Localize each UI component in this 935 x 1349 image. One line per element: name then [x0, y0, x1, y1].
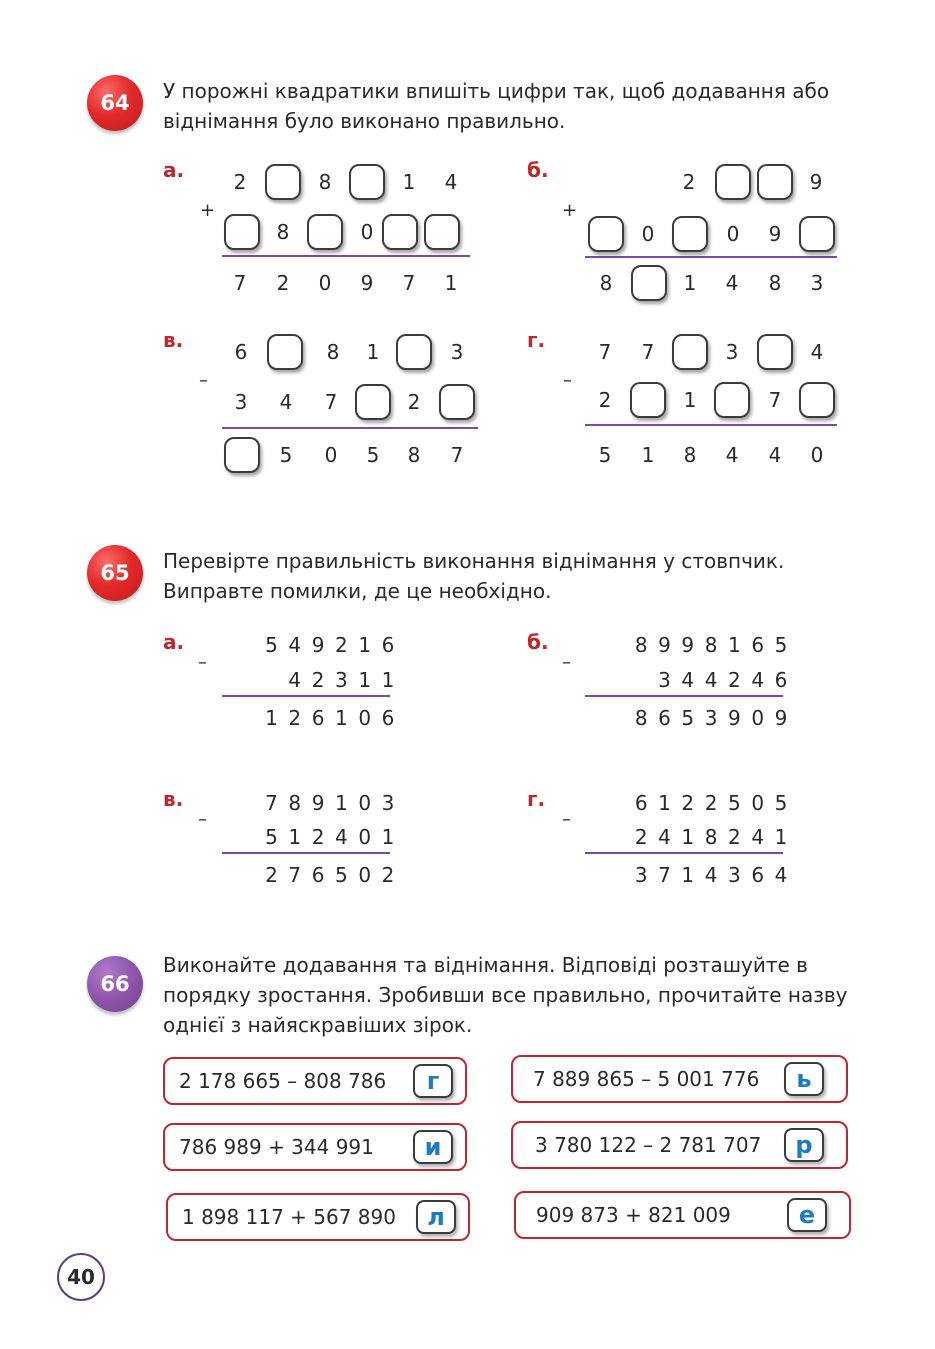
digit: 4 [658, 825, 671, 849]
digit: 6 [381, 706, 395, 730]
digit: 0 [810, 443, 824, 467]
problem-label: в. [163, 328, 184, 352]
digit: 3 [234, 390, 248, 414]
digit: 9 [311, 633, 325, 657]
digit: 8 [704, 825, 718, 849]
digit: 9 [809, 170, 823, 194]
digit: 0 [358, 706, 372, 730]
digit: 1 [681, 863, 695, 887]
digit: 1 [265, 706, 278, 730]
digit: 5 [335, 863, 348, 887]
digit: 8 [407, 443, 421, 467]
digit: 3 [658, 668, 671, 692]
digit: 4 [704, 668, 718, 692]
task-number-badge-65: 65 [87, 545, 143, 601]
digit: 4 [444, 170, 458, 194]
digit: 9 [658, 633, 671, 657]
digit: 5 [598, 443, 612, 467]
letter-key: и [413, 1130, 453, 1164]
digit-input-box[interactable] [588, 216, 624, 252]
digit: 2 [704, 791, 718, 815]
digit: 3 [381, 791, 395, 815]
task-65-line-2: Виправте помилки, де це необхідно. [163, 579, 552, 603]
expression-text: 909 873 + 821 009 [536, 1203, 731, 1227]
digit: 2 [634, 825, 648, 849]
expression-card [514, 1191, 851, 1239]
task-64-line-1: У порожні квадратики впишіть цифри так, щоб додавання або [163, 79, 830, 103]
digit: 1 [402, 170, 416, 194]
digit: 0 [751, 706, 765, 730]
digit: 8 [768, 271, 782, 295]
digit-input-box[interactable] [224, 437, 260, 473]
expression-card [163, 1123, 467, 1171]
task-number-badge-64: 64 [87, 75, 143, 131]
digit: 5 [279, 443, 293, 467]
task-65-line-1: Перевірте правильність виконання віднімання у стовпчик. [163, 549, 785, 573]
digit: 5 [728, 791, 741, 815]
digit: 3 [335, 668, 348, 692]
problem-label: г. [527, 787, 546, 811]
digit: 0 [726, 222, 740, 246]
digit: 7 [768, 388, 782, 412]
digit: 1 [774, 825, 788, 849]
digit-input-box[interactable] [307, 214, 343, 250]
digit: 2 [728, 668, 741, 692]
digit-input-box[interactable] [396, 334, 432, 370]
digit: 5 [774, 791, 788, 815]
digit: 7 [598, 340, 612, 364]
digit-input-box[interactable] [267, 334, 303, 370]
digit: 7 [265, 791, 278, 815]
digit: 1 [658, 791, 671, 815]
digit: 1 [358, 633, 372, 657]
digit: 8 [634, 706, 648, 730]
digit: 5 [265, 825, 278, 849]
result-line [585, 852, 783, 854]
result-line [222, 255, 470, 257]
digit: 6 [774, 668, 788, 692]
expression-text: 786 989 + 344 991 [179, 1135, 374, 1159]
letter-key: л [416, 1200, 456, 1234]
digit: 4 [725, 443, 739, 467]
digit: 1 [381, 825, 395, 849]
digit: 1 [366, 340, 380, 364]
task-65-instructions [163, 546, 784, 606]
digit: 5 [265, 633, 278, 657]
digit: 0 [641, 222, 655, 246]
digit: 1 [683, 388, 697, 412]
digit-input-box[interactable] [355, 384, 391, 420]
digit: 9 [768, 222, 782, 246]
digit: 2 [265, 863, 278, 887]
digit-input-box[interactable] [757, 164, 793, 200]
digit: 5 [366, 443, 380, 467]
digit: 1 [335, 706, 348, 730]
digit: 2 [311, 825, 325, 849]
digit-input-box[interactable] [631, 265, 667, 301]
problem-label: б. [527, 630, 549, 654]
digit: 0 [358, 825, 372, 849]
digit: 8 [683, 443, 697, 467]
digit: 0 [360, 220, 374, 244]
digit: 0 [751, 791, 765, 815]
digit: 9 [774, 706, 788, 730]
digit: 2 [381, 863, 395, 887]
digit: 4 [704, 863, 718, 887]
digit: 0 [358, 863, 372, 887]
digit-input-box[interactable] [757, 334, 793, 370]
digit: 2 [233, 170, 247, 194]
digit: 8 [704, 633, 718, 657]
operation-sign: – [562, 809, 571, 830]
expression-card [166, 1193, 470, 1241]
digit: 4 [774, 863, 788, 887]
digit: 8 [318, 170, 332, 194]
digit: 6 [751, 633, 765, 657]
digit: 8 [276, 220, 290, 244]
digit: 8 [599, 271, 613, 295]
digit: 4 [810, 340, 824, 364]
digit: 6 [311, 706, 325, 730]
digit: 3 [810, 271, 824, 295]
letter-key: г [413, 1064, 453, 1098]
result-line [222, 695, 390, 697]
digit: 8 [634, 633, 648, 657]
problem-label: в. [163, 787, 184, 811]
task-66-line-3: однієї з найяскравіших зірок. [163, 1013, 473, 1037]
operation-sign: – [198, 652, 207, 673]
digit: 2 [311, 668, 325, 692]
digit: 2 [407, 390, 421, 414]
expression-card [163, 1057, 467, 1105]
letter-key: ь [784, 1062, 824, 1096]
digit: 6 [234, 340, 248, 364]
digit-input-box[interactable] [224, 214, 260, 250]
digit: 4 [288, 633, 302, 657]
result-line [585, 424, 837, 426]
digit: 9 [311, 791, 325, 815]
digit: 0 [358, 791, 372, 815]
digit-input-box[interactable] [424, 214, 460, 250]
digit: 0 [318, 271, 332, 295]
problem-label: б. [527, 158, 549, 182]
digit: 1 [335, 791, 348, 815]
digit: 4 [288, 668, 302, 692]
digit: 3 [450, 340, 464, 364]
digit: 7 [233, 271, 247, 295]
task-64-instructions [163, 76, 829, 136]
digit: 7 [658, 863, 671, 887]
digit: 4 [681, 668, 695, 692]
operation-sign: – [198, 809, 207, 830]
digit: 2 [598, 388, 612, 412]
task-64-line-2: віднімання було виконано правильно. [163, 109, 566, 133]
page-number: 40 [57, 1253, 105, 1301]
letter-key: р [784, 1128, 824, 1162]
digit-input-box[interactable] [349, 164, 385, 200]
digit: 7 [641, 340, 655, 364]
task-66-line-2: порядку зростання. Зробивши все правильно, прочитайте назву [163, 983, 848, 1007]
task-66-instructions [163, 950, 848, 1040]
expression-text: 1 898 117 + 567 890 [182, 1205, 396, 1229]
digit: 8 [326, 340, 340, 364]
digit: 6 [751, 863, 765, 887]
digit-input-box[interactable] [799, 216, 835, 252]
digit: 4 [751, 668, 765, 692]
digit: 1 [444, 271, 458, 295]
operation-sign: – [199, 370, 208, 391]
digit: 4 [335, 825, 348, 849]
digit: 7 [288, 863, 302, 887]
digit: 6 [381, 633, 395, 657]
letter-key: е [787, 1198, 827, 1232]
digit: 3 [728, 863, 741, 887]
digit: 7 [402, 271, 416, 295]
digit-input-box[interactable] [672, 334, 708, 370]
digit: 2 [335, 633, 348, 657]
task-66-line-1: Виконайте додавання та віднімання. Відповіді розташуйте в [163, 953, 808, 977]
digit: 8 [288, 791, 302, 815]
digit: 5 [774, 633, 788, 657]
result-line [585, 695, 783, 697]
result-line [222, 852, 390, 854]
digit-input-box[interactable] [715, 164, 751, 200]
digit: 3 [725, 340, 739, 364]
expression-card [511, 1121, 848, 1169]
digit: 2 [728, 825, 741, 849]
task-number-badge-66: 66 [87, 956, 143, 1012]
problem-label: г. [527, 328, 546, 352]
expression-text: 7 889 865 – 5 001 776 [533, 1067, 760, 1091]
digit: 3 [634, 863, 648, 887]
digit-input-box[interactable] [672, 216, 708, 252]
digit-input-box[interactable] [630, 382, 666, 418]
digit: 1 [381, 668, 395, 692]
result-line [585, 256, 837, 258]
digit: 4 [279, 390, 293, 414]
digit: 4 [751, 825, 765, 849]
result-line [222, 427, 478, 429]
digit: 5 [681, 706, 695, 730]
digit: 1 [728, 633, 741, 657]
digit: 6 [658, 706, 671, 730]
digit-input-box[interactable] [714, 382, 750, 418]
operation-sign: + [200, 200, 216, 221]
digit: 1 [683, 271, 697, 295]
digit: 9 [728, 706, 741, 730]
operation-sign: + [562, 200, 578, 221]
digit-input-box[interactable] [265, 164, 301, 200]
digit: 2 [682, 170, 696, 194]
digit: 4 [725, 271, 739, 295]
operation-sign: – [562, 652, 571, 673]
digit: 6 [634, 791, 648, 815]
digit: 1 [681, 825, 695, 849]
digit-input-box[interactable] [799, 382, 835, 418]
digit: 3 [704, 706, 718, 730]
digit: 6 [311, 863, 325, 887]
operation-sign: – [563, 370, 572, 391]
digit-input-box[interactable] [439, 384, 475, 420]
digit: 2 [681, 791, 695, 815]
digit: 0 [324, 443, 338, 467]
digit: 1 [358, 668, 372, 692]
expression-card [511, 1055, 848, 1103]
digit: 1 [288, 825, 302, 849]
expression-text: 3 780 122 – 2 781 707 [535, 1133, 762, 1157]
digit: 1 [641, 443, 655, 467]
digit: 2 [288, 706, 302, 730]
problem-label: а. [163, 630, 185, 654]
expression-text: 2 178 665 – 808 786 [179, 1069, 387, 1093]
digit: 4 [768, 443, 782, 467]
digit: 9 [681, 633, 695, 657]
digit-input-box[interactable] [382, 214, 418, 250]
problem-label: а. [163, 158, 185, 182]
digit: 9 [360, 271, 374, 295]
digit: 7 [324, 390, 338, 414]
digit: 7 [450, 443, 464, 467]
digit: 2 [276, 271, 290, 295]
